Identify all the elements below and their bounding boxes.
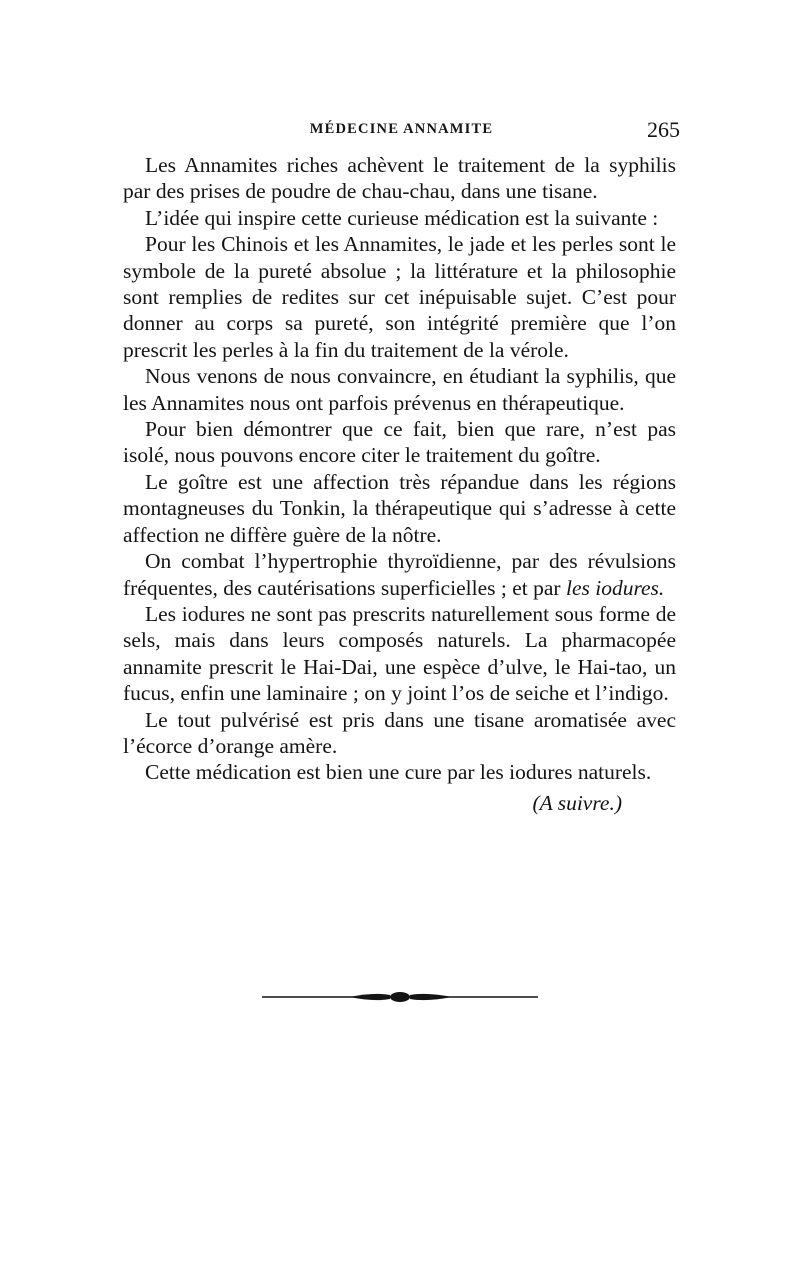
paragraph: Le goître est une affection très répandue dans les régions montagneuses du Tonkin, la thérapeutique qui s’adresse à cette affection ne diffère guère de la nôtre. [123,469,676,547]
paragraph: Pour bien démontrer que ce fait, bien que rare, n’est pas isolé, nous pouvons encore citer le traitement du goître. [123,417,676,468]
paragraph: Les Annamites riches achèvent le traitement de la syphilis par des prises de poudre de chau-chau, dans une tisane. [123,153,676,204]
paragraph-text: On combat l’hypertrophie thyroïdienne, par des révulsions fréquentes, des cautérisations superficielles ; et par [123,549,676,600]
paragraph: Le tout pulvérisé est pris dans une tisane aromatisée avec l’écorce d’orange amère. [123,707,676,758]
paragraph: Cette médication est bien une cure par les iodures naturels. [145,760,652,785]
emphasized-text: les iodures. [565,575,665,600]
paragraph: Nous venons de nous convaincre, en étudiant la syphilis, que les Annamites nous ont parfois prévenus en thérapeutique. [123,364,676,415]
paragraph: Les iodures ne sont pas prescrits naturellement sous forme de sels, mais dans leurs composés naturels. La pharmacopée annamite prescrit le Hai-Dai, une espèce d’ulve, le Hai-tao, un fucus, enfin une laminaire ; on y joint l’os de seiche et l’indigo. [123,601,676,706]
paragraph [123,548,676,601]
end-ornament-divider [262,989,538,1005]
page-number: 265 [647,117,680,142]
running-title: MÉDECINE ANNAMITE [309,121,494,137]
running-head [123,117,680,147]
paragraph: Pour les Chinois et les Annamites, le jade et les perles sont le symbole de la pureté absolue ; la littérature et la philosophie sont remplies de redites sur cet inépuisable sujet. C’est pour donner au corps sa pureté, son intégrité première que l’on prescrit les perles à la fin du traitement de la vérole. [123,232,676,362]
paragraph: L’idée qui inspire cette curieuse médication est la suivante : [145,205,659,230]
body-text [123,152,676,816]
to-be-continued: (A suivre.) [532,790,622,815]
